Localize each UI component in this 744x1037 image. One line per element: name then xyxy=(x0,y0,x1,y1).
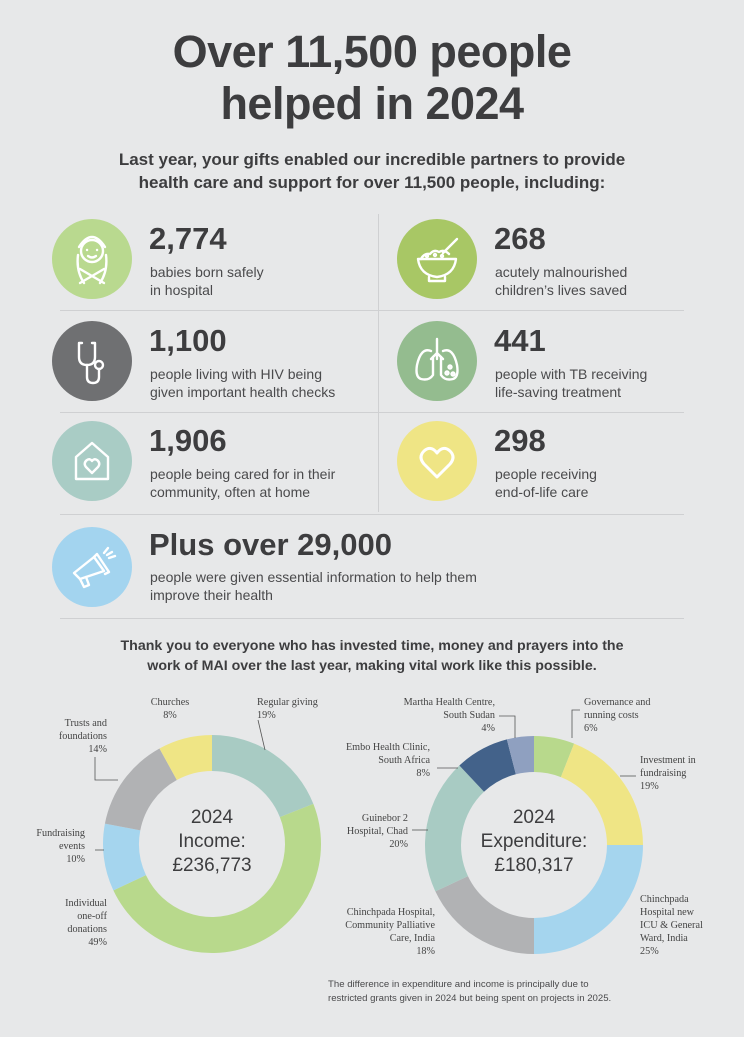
expenditure-label-investment xyxy=(640,754,696,793)
label-line: running costs xyxy=(584,710,639,721)
expenditure-label-chinchpada-palliative xyxy=(290,906,435,958)
label-line: Martha Health Centre, xyxy=(403,697,495,708)
intro-text xyxy=(60,148,684,194)
stat-description xyxy=(150,365,380,401)
grid-divider-1 xyxy=(60,310,684,311)
leader-line xyxy=(258,720,265,750)
lungs-icon xyxy=(397,321,477,401)
label-pct: 14% xyxy=(88,744,107,755)
label-line: Guinebor 2 xyxy=(361,813,408,824)
stat-description xyxy=(495,365,725,401)
grid-divider-4 xyxy=(60,618,684,619)
stat-description xyxy=(150,263,380,299)
center-line-1: 2024 xyxy=(512,807,556,828)
footnote-line-1: The difference in expenditure and income is principally due to xyxy=(328,979,589,990)
expenditure-label-governance xyxy=(584,696,650,735)
stat-description xyxy=(150,465,380,501)
stat-desc-line-2: community, often at home xyxy=(150,484,311,500)
center-line-2: Expenditure: xyxy=(480,831,588,852)
title-line-2: helped in 2024 xyxy=(220,78,524,129)
stat-desc-line-2: end-of-life care xyxy=(495,484,589,500)
label-line: Hospital, Chad xyxy=(346,826,408,837)
expenditure-label-chinchpada-icu xyxy=(640,893,703,958)
expenditure-label-martha xyxy=(375,696,495,735)
megaphone-icon xyxy=(52,527,132,607)
label-line: Hospital new xyxy=(640,907,695,918)
home-heart-icon xyxy=(52,421,132,501)
stat-number: 441 xyxy=(494,323,546,358)
label-line: Chinchpada Hospital, xyxy=(346,907,435,918)
income-label-trusts xyxy=(30,717,107,756)
income-slice-0 xyxy=(212,735,313,817)
label-line: Trusts and xyxy=(64,718,107,729)
stat-desc-line-1: acutely malnourished xyxy=(495,264,628,280)
stat-desc-line-1: babies born safely xyxy=(150,264,264,280)
income-label-regular-giving xyxy=(257,696,318,722)
title-line-1: Over 11,500 people xyxy=(172,26,572,77)
page-title xyxy=(0,26,744,130)
income-center-label xyxy=(152,806,272,878)
stethoscope-icon xyxy=(52,321,132,401)
thanks-line-2: work of MAI over the last year, making vital work like this possible. xyxy=(147,658,597,674)
thanks-line-1: Thank you to everyone who has invested time, money and prayers into the xyxy=(120,638,624,654)
center-line-3: £236,773 xyxy=(172,855,252,876)
label-line: events xyxy=(58,841,85,852)
leader-line xyxy=(95,757,118,780)
label-line: Fundraising xyxy=(36,828,85,839)
stat-number: 1,906 xyxy=(149,423,227,458)
stat-desc-line-2: life-saving treatment xyxy=(495,384,622,400)
center-line-2: Income: xyxy=(178,831,246,852)
thanks-text xyxy=(70,636,674,676)
stat-desc-line-1: people were given essential information to help them xyxy=(150,569,477,585)
baby-icon xyxy=(52,219,132,299)
label-pct: 19% xyxy=(257,710,276,721)
label-line: donations xyxy=(67,924,107,935)
intro-line-1: Last year, your gifts enabled our incredible partners to provide xyxy=(118,150,626,169)
stat-number: 298 xyxy=(494,423,546,458)
label-line: Ward, India xyxy=(640,933,688,944)
label-pct: 19% xyxy=(640,781,659,792)
grid-divider-2 xyxy=(60,412,684,413)
leader-line xyxy=(499,716,515,738)
footnote xyxy=(328,978,708,1006)
stat-number: Plus over 29,000 xyxy=(149,527,392,562)
stat-desc-line-1: people with TB receiving xyxy=(495,366,648,382)
label-line: South Sudan xyxy=(443,710,495,721)
stat-desc-line-2: improve their health xyxy=(150,587,273,603)
label-line: ICU & General xyxy=(640,920,703,931)
grid-divider-3 xyxy=(60,514,684,515)
expenditure-slice-3 xyxy=(435,876,534,954)
label-line: Community Palliative xyxy=(345,920,435,931)
stat-description xyxy=(495,465,725,501)
label-line: Embo Health Clinic, xyxy=(345,742,430,753)
label-line: Regular giving xyxy=(257,697,318,708)
income-label-fundraising-events xyxy=(10,827,85,866)
center-line-3: £180,317 xyxy=(494,855,574,876)
label-pct: 8% xyxy=(416,768,430,779)
label-pct: 10% xyxy=(66,854,85,865)
income-label-individual xyxy=(20,897,107,949)
stat-number: 2,774 xyxy=(149,221,227,256)
stat-desc-line-2: in hospital xyxy=(150,282,214,298)
label-line: Investment in xyxy=(640,755,696,766)
stat-description xyxy=(150,568,570,604)
income-label-churches xyxy=(140,696,200,722)
label-line: Churches xyxy=(150,697,190,708)
stat-number: 268 xyxy=(494,221,546,256)
label-line: foundations xyxy=(58,731,107,742)
label-line: Governance and xyxy=(584,697,651,708)
label-line: Chinchpada xyxy=(640,894,689,905)
label-line: South Africa xyxy=(378,755,430,766)
stat-desc-line-1: people living with HIV being xyxy=(150,366,322,382)
expenditure-label-guinebor xyxy=(318,812,408,851)
label-line: fundraising xyxy=(640,768,687,779)
label-line: Individual xyxy=(65,898,107,909)
label-pct: 8% xyxy=(163,710,177,721)
label-pct: 49% xyxy=(88,937,107,948)
leader-line xyxy=(572,710,580,738)
label-pct: 25% xyxy=(640,946,659,957)
center-line-1: 2024 xyxy=(190,807,234,828)
label-line: one-off xyxy=(77,911,107,922)
heart-icon xyxy=(397,421,477,501)
stat-desc-line-1: people being cared for in their xyxy=(150,466,336,482)
stat-desc-line-1: people receiving xyxy=(495,466,597,482)
stat-description xyxy=(495,263,725,299)
stat-desc-line-2: given important health checks xyxy=(150,384,336,400)
label-pct: 18% xyxy=(416,946,435,957)
stat-number: 1,100 xyxy=(149,323,227,358)
footnote-line-2: restricted grants given in 2024 but being spent on projects in 2025. xyxy=(328,993,612,1004)
label-pct: 4% xyxy=(481,723,495,734)
label-pct: 20% xyxy=(389,839,408,850)
expenditure-label-embo xyxy=(310,741,430,780)
stat-desc-line-2: children’s lives saved xyxy=(495,282,628,298)
intro-line-2: health care and support for over 11,500 people, including: xyxy=(138,173,606,192)
label-pct: 6% xyxy=(584,723,598,734)
label-line: Care, India xyxy=(389,933,435,944)
expenditure-center-label xyxy=(469,806,599,878)
bowl-icon xyxy=(397,219,477,299)
